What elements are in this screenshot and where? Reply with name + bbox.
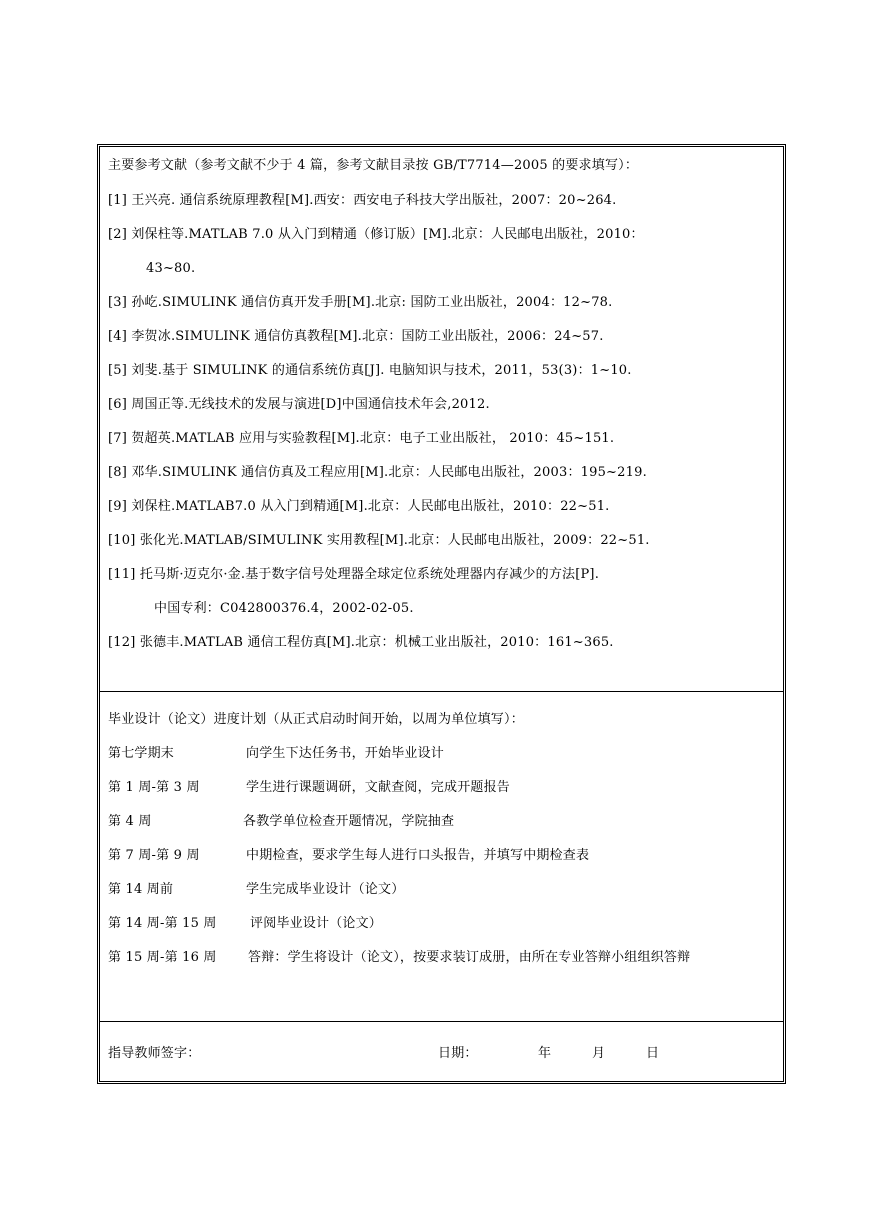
- schedule-period: 第 4 周: [108, 814, 152, 829]
- schedule-period: 第 7 周-第 9 周: [108, 848, 200, 863]
- reference-item-continuation: 中国专利：C042800376.4，2002-02-05.: [154, 601, 414, 616]
- schedule-task: 中期检查，要求学生每人进行口头报告，并填写中期检查表: [246, 848, 590, 863]
- schedule-period: 第 14 周-第 15 周: [108, 916, 217, 931]
- date-label: 日期：: [438, 1046, 478, 1061]
- schedule-task: 向学生下达任务书，开始毕业设计: [246, 746, 445, 761]
- schedule-period: 第 1 周-第 3 周: [108, 780, 200, 795]
- schedule-period: 第 14 周前: [108, 882, 174, 897]
- reference-item: [8] 邓华.SIMULINK 通信仿真及工程应用[M].北京：人民邮电出版社，2003：195~219.: [108, 465, 647, 480]
- reference-item: [4] 李贺冰.SIMULINK 通信仿真教程[M].北京：国防工业出版社，2006：24~57.: [108, 329, 604, 344]
- reference-item: [1] 王兴亮. 通信系统原理教程[M].西安：西安电子科技大学出版社，2007：20~264.: [108, 193, 617, 208]
- schedule-task: 学生完成毕业设计（论文）: [246, 882, 405, 897]
- reference-item-continuation: 43~80.: [146, 261, 196, 276]
- signature-section: [100, 1022, 783, 1081]
- schedule-period: 第 15 周-第 16 周: [108, 950, 217, 965]
- reference-item: [10] 张化光.MATLAB/SIMULINK 实用教程[M].北京：人民邮电出版社，2009：22~51.: [108, 533, 650, 548]
- month-label: 月: [592, 1046, 606, 1061]
- form-table: [97, 144, 786, 1084]
- schedule-task: 评阅毕业设计（论文）: [250, 916, 383, 931]
- advisor-signature-label: 指导教师签字：: [108, 1046, 201, 1061]
- day-label: 日: [646, 1046, 660, 1061]
- reference-item: [12] 张德丰.MATLAB 通信工程仿真[M].北京：机械工业出版社，2010：161~365.: [108, 635, 614, 650]
- reference-item: [7] 贺超英.MATLAB 应用与实验教程[M].北京：电子工业出版社， 2010：45~151.: [108, 431, 615, 446]
- reference-item: [2] 刘保柱等.MATLAB 7.0 从入门到精通（修订版）[M].北京：人民邮电出版社，2010：: [108, 227, 644, 242]
- reference-item: [3] 孙屹.SIMULINK 通信仿真开发手册[M].北京: 国防工业出版社，2004：12~78.: [108, 295, 613, 310]
- schedule-task: 各教学单位检查开题情况，学院抽查: [243, 814, 455, 829]
- references-section: [100, 147, 783, 692]
- schedule-heading: 毕业设计（论文）进度计划（从正式启动时间开始，以周为单位填写）：: [108, 712, 524, 727]
- schedule-task: 答辩：学生将设计（论文），按要求装订成册，由所在专业答辩小组组织答辩: [248, 950, 691, 965]
- schedule-section: [100, 692, 783, 1022]
- year-label: 年: [538, 1046, 552, 1061]
- reference-item: [6] 周国正等.无线技术的发展与演进[D]中国通信技术年会,2012.: [108, 397, 490, 412]
- reference-item: [11] 托马斯·迈克尔·金.基于数字信号处理器全球定位系统处理器内存减少的方法[P].: [108, 567, 600, 582]
- references-heading: 主要参考文献（参考文献不少于 4 篇，参考文献目录按 GB/T7714—2005 的要求填写）：: [108, 158, 639, 173]
- schedule-task: 学生进行课题调研，文献查阅，完成开题报告: [246, 780, 511, 795]
- schedule-period: 第七学期末: [108, 746, 175, 761]
- reference-item: [5] 刘斐.基于 SIMULINK 的通信系统仿真[J]. 电脑知识与技术，2011，53(3)：1~10.: [108, 363, 632, 378]
- reference-item: [9] 刘保柱.MATLAB7.0 从入门到精通[M].北京：人民邮电出版社，2010：22~51.: [108, 499, 610, 514]
